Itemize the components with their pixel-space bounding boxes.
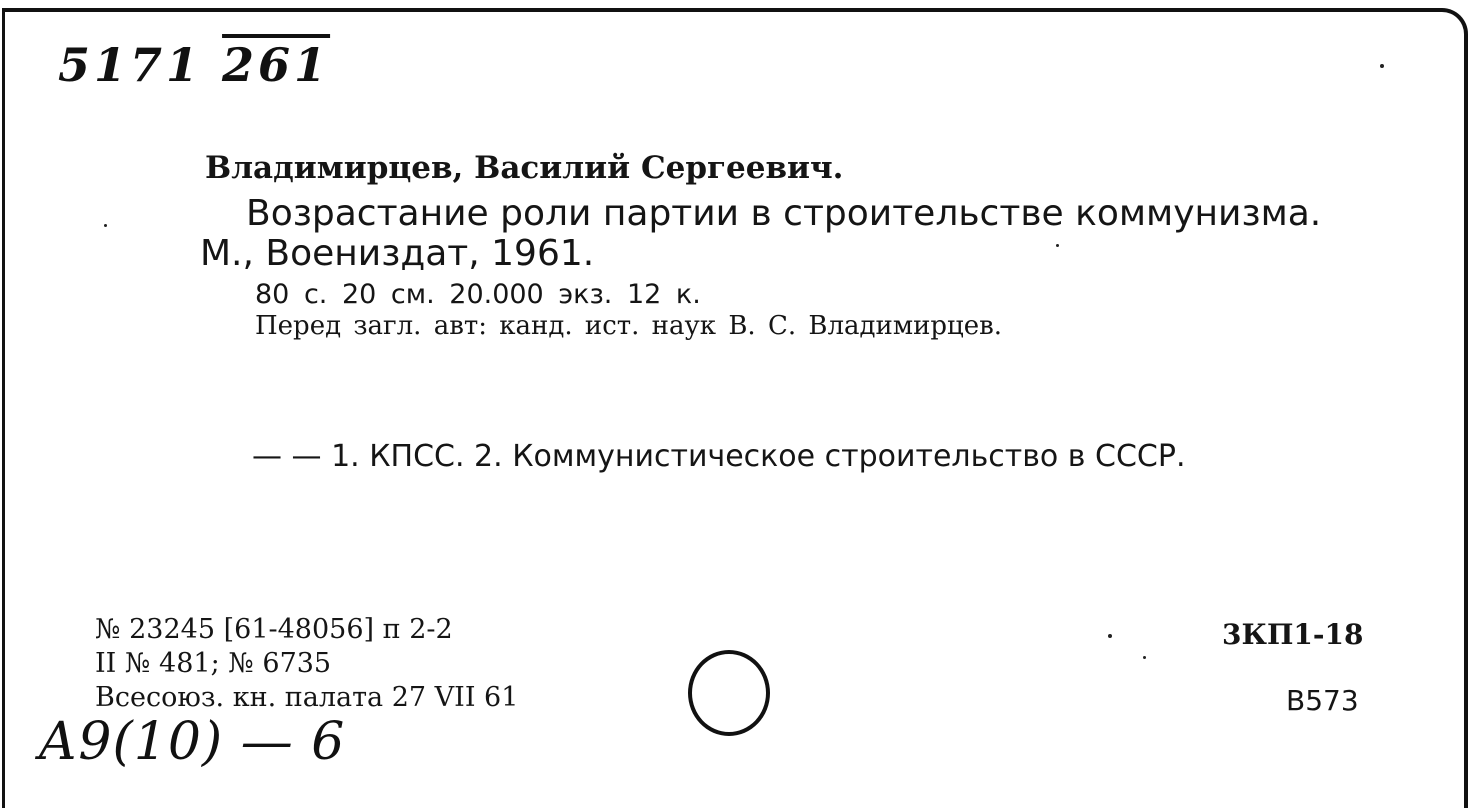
scan-speck	[1143, 656, 1146, 659]
scan-speck	[1108, 634, 1112, 638]
registration-line-2: II № 481; № 6735	[95, 648, 332, 679]
registration-line-3: Всесоюз. кн. палата 27 VII 61	[95, 682, 519, 713]
registration-line-1: № 23245 [61-48056] п 2-2	[95, 614, 453, 645]
author-heading: Владимирцев, Василий Сергеевич.	[205, 150, 844, 186]
classification-code: 3КП1-18	[1222, 618, 1364, 651]
scan-speck	[1056, 244, 1059, 247]
collation: 80 с. 20 см. 20.000 экз. 12 к.	[255, 279, 701, 310]
imprint: М., Воениздат, 1961.	[200, 233, 595, 274]
scan-speck	[104, 224, 107, 227]
call-number-part1: 5171	[58, 38, 203, 92]
shelf-mark: А9(10) — 6	[38, 712, 346, 772]
order-code: В573	[1286, 684, 1359, 717]
author-note: Перед загл. авт: канд. ист. наук В. С. Владимирцев.	[255, 311, 1003, 341]
scan-speck	[1380, 64, 1384, 68]
subject-headings: — — 1. КПСС. 2. Коммунистическое строительство в СССР.	[252, 439, 1186, 474]
call-number-part2: 261	[222, 38, 331, 92]
book-title: Возрастание роли партии в строительстве коммунизма.	[246, 193, 1322, 234]
call-number	[58, 38, 330, 92]
punch-hole	[688, 650, 770, 736]
